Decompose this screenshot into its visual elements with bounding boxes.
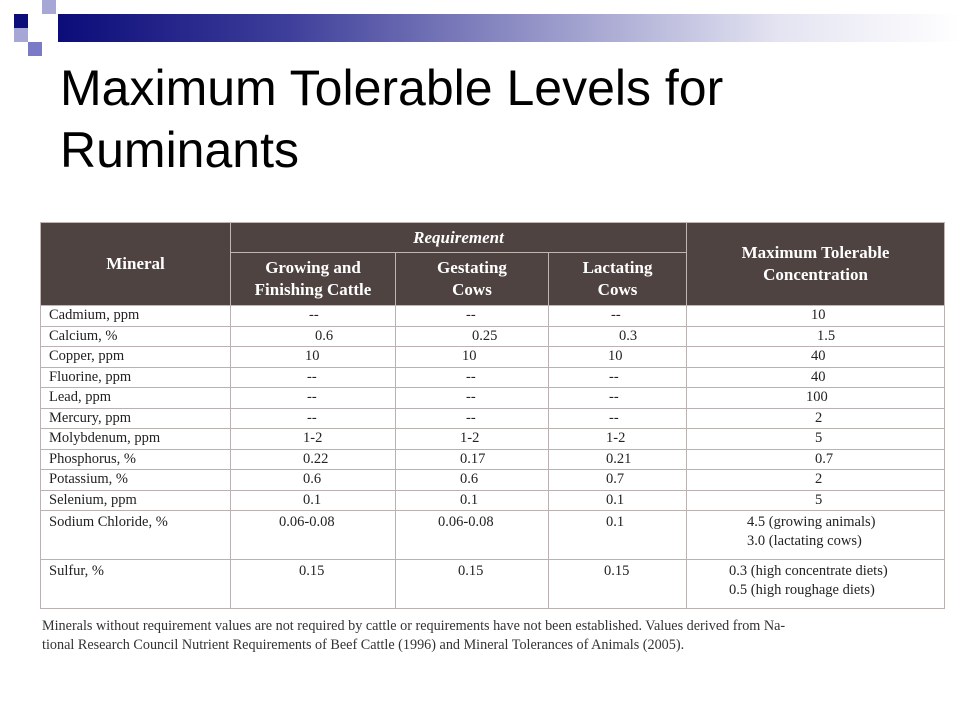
cell-max-line-1: 4.5 (growing animals) bbox=[747, 514, 876, 530]
table-row bbox=[41, 449, 945, 470]
table-row bbox=[41, 560, 945, 609]
header-mineral: Mineral bbox=[41, 223, 231, 306]
cell-growing: 0.22 bbox=[231, 449, 396, 470]
cell-mineral: Molybdenum, ppm bbox=[41, 429, 231, 450]
cell-growing: 0.6 bbox=[231, 326, 396, 347]
table-row bbox=[41, 326, 945, 347]
header-growing bbox=[231, 253, 396, 306]
cell-gestating: 0.6 bbox=[396, 470, 549, 491]
header-gestating-line-1: Gestating bbox=[437, 258, 507, 277]
cell-growing: 1-2 bbox=[231, 429, 396, 450]
cell-lactating: 0.15 bbox=[549, 560, 687, 609]
cell-gestating: 0.1 bbox=[396, 490, 549, 511]
cell-gestating: 10 bbox=[396, 347, 549, 368]
table-row bbox=[41, 388, 945, 409]
header-growing-line-1: Growing and bbox=[265, 258, 361, 277]
cell-gestating: -- bbox=[396, 388, 549, 409]
header-max-line-2: Concentration bbox=[763, 265, 868, 284]
header-gestating bbox=[396, 253, 549, 306]
square-navy bbox=[14, 14, 28, 28]
cell-mineral: Lead, ppm bbox=[41, 388, 231, 409]
header-max-line-1: Maximum Tolerable bbox=[741, 243, 890, 262]
cell-gestating: 1-2 bbox=[396, 429, 549, 450]
cell-growing: 0.06-0.08 bbox=[231, 511, 396, 560]
header-lactating bbox=[549, 253, 687, 306]
square-periwinkle bbox=[28, 42, 42, 56]
cell-max: 1.5 bbox=[687, 326, 945, 347]
header-requirement: Requirement bbox=[231, 223, 687, 253]
table-row bbox=[41, 367, 945, 388]
cell-growing: 10 bbox=[231, 347, 396, 368]
header-max-tolerable bbox=[687, 223, 945, 306]
cell-max-line-2: 0.5 (high roughage diets) bbox=[729, 582, 875, 598]
cell-lactating: 1-2 bbox=[549, 429, 687, 450]
header-lactating-line-1: Lactating bbox=[582, 258, 653, 277]
table-row bbox=[41, 347, 945, 368]
cell-lactating: -- bbox=[549, 306, 687, 327]
cell-mineral: Potassium, % bbox=[41, 470, 231, 491]
cell-mineral: Sulfur, % bbox=[41, 560, 231, 609]
table-row bbox=[41, 408, 945, 429]
cell-growing: -- bbox=[231, 306, 396, 327]
cell-max: 5 bbox=[687, 429, 945, 450]
cell-mineral: Calcium, % bbox=[41, 326, 231, 347]
cell-lactating: -- bbox=[549, 408, 687, 429]
cell-max: 10 bbox=[687, 306, 945, 327]
footnote-line-2: tional Research Council Nutrient Requirements of Beef Cattle (1996) and Mineral Tolerances of Animals (2005). bbox=[42, 637, 685, 653]
cell-max-line-1: 0.3 (high concentrate diets) bbox=[729, 563, 888, 579]
cell-gestating: -- bbox=[396, 408, 549, 429]
cell-max-line-2: 3.0 (lactating cows) bbox=[747, 533, 862, 549]
footnote-line-1: Minerals without requirement values are not required by cattle or requirements have not been established. Values derived from Na- bbox=[42, 618, 786, 634]
cell-gestating: 0.06-0.08 bbox=[396, 511, 549, 560]
cell-gestating: 0.17 bbox=[396, 449, 549, 470]
cell-growing: -- bbox=[231, 367, 396, 388]
cell-max: 2 bbox=[687, 470, 945, 491]
table-row bbox=[41, 429, 945, 450]
cell-mineral: Sodium Chloride, % bbox=[41, 511, 231, 560]
cell-growing: 0.15 bbox=[231, 560, 396, 609]
cell-lactating: 0.1 bbox=[549, 490, 687, 511]
table-footnote bbox=[42, 617, 946, 655]
table-row bbox=[41, 306, 945, 327]
cell-lactating: -- bbox=[549, 388, 687, 409]
cell-lactating: 0.3 bbox=[549, 326, 687, 347]
cell-max: 2 bbox=[687, 408, 945, 429]
cell-gestating: -- bbox=[396, 306, 549, 327]
cell-growing: 0.1 bbox=[231, 490, 396, 511]
table-row bbox=[41, 490, 945, 511]
cell-max: 40 bbox=[687, 367, 945, 388]
cell-gestating: -- bbox=[396, 367, 549, 388]
cell-growing: -- bbox=[231, 388, 396, 409]
header-lactating-line-2: Cows bbox=[597, 280, 638, 299]
cell-mineral: Fluorine, ppm bbox=[41, 367, 231, 388]
cell-max: 100 bbox=[687, 388, 945, 409]
cell-growing: -- bbox=[231, 408, 396, 429]
title-line-1: Maximum Tolerable Levels for bbox=[60, 60, 724, 116]
cell-growing: 0.6 bbox=[231, 470, 396, 491]
cell-lactating: 0.21 bbox=[549, 449, 687, 470]
cell-lactating: -- bbox=[549, 367, 687, 388]
header-gestating-line-2: Cows bbox=[452, 280, 492, 299]
cell-max: 0.7 bbox=[687, 449, 945, 470]
cell-max bbox=[687, 560, 945, 609]
mineral-table-container bbox=[40, 222, 944, 609]
mineral-table bbox=[40, 222, 945, 609]
cell-lactating: 0.1 bbox=[549, 511, 687, 560]
cell-gestating: 0.25 bbox=[396, 326, 549, 347]
cell-max: 40 bbox=[687, 347, 945, 368]
title-line-2: Ruminants bbox=[60, 122, 299, 178]
cell-lactating: 0.7 bbox=[549, 470, 687, 491]
cell-max: 5 bbox=[687, 490, 945, 511]
slide-title bbox=[60, 57, 940, 181]
cell-mineral: Cadmium, ppm bbox=[41, 306, 231, 327]
table-row bbox=[41, 511, 945, 560]
cell-mineral: Selenium, ppm bbox=[41, 490, 231, 511]
title-accent-bar bbox=[58, 14, 960, 42]
cell-lactating: 10 bbox=[549, 347, 687, 368]
square-lavender bbox=[42, 0, 56, 14]
header-growing-line-2: Finishing Cattle bbox=[254, 280, 372, 299]
cell-mineral: Copper, ppm bbox=[41, 347, 231, 368]
cell-max bbox=[687, 511, 945, 560]
cell-mineral: Phosphorus, % bbox=[41, 449, 231, 470]
square-lavender bbox=[14, 28, 28, 42]
cell-mineral: Mercury, ppm bbox=[41, 408, 231, 429]
cell-gestating: 0.15 bbox=[396, 560, 549, 609]
table-row bbox=[41, 470, 945, 491]
